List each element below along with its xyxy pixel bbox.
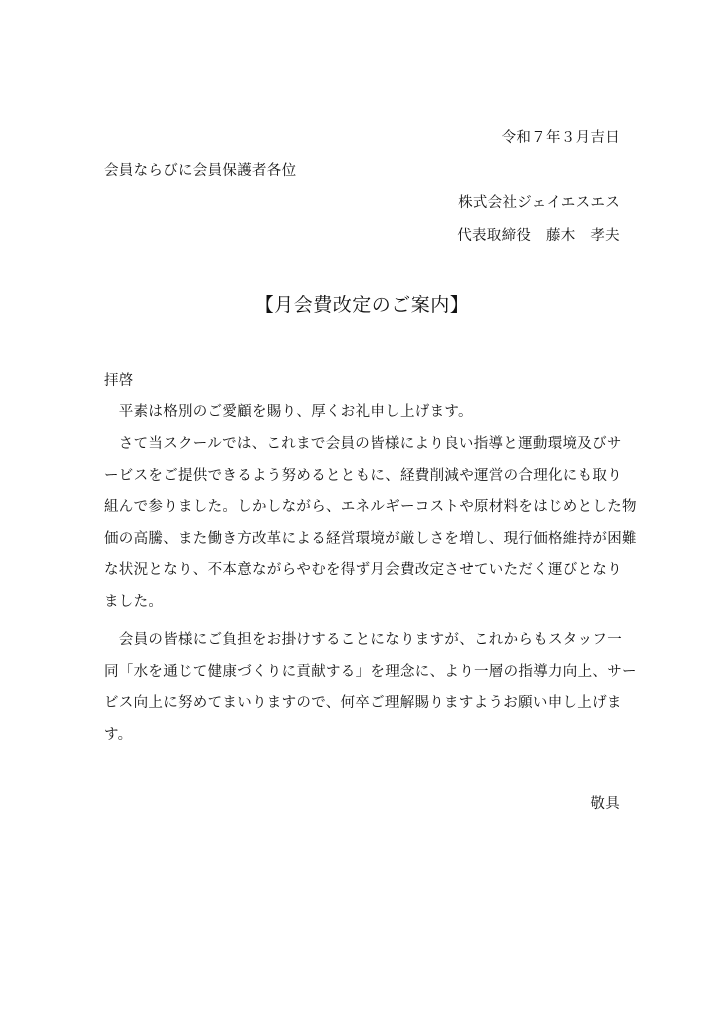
paragraph-line: ました。 — [104, 593, 164, 610]
paragraph-line: 同「水を通じて健康づくりに貢献する」を理念に、より一層の指導力向上、サー — [104, 663, 637, 680]
paragraph-line: 平素は格別のご愛顧を賜り、厚くお礼申し上げます。 — [104, 404, 473, 420]
paragraph-line: な状況となり、不本意ながらやむを得ず月会費改定させていただく運びとなり — [104, 562, 622, 578]
date-line: 令和７年３月吉日 — [501, 130, 620, 146]
paragraph-line: 組んで参りました。しかしながら、エネルギーコストや原材料をはじめとした物 — [104, 499, 637, 515]
document-title: 【月会費改定のご案内】 — [254, 294, 470, 316]
recipient-line: 会員ならびに会員保護者各位 — [104, 163, 297, 179]
paragraph-2 — [104, 429, 637, 618]
paragraph-line: さて当スクールでは、これまで会員の皆様により良い指導と運動環境及びサ — [104, 436, 622, 452]
paragraph-line: 価の高騰、また働き方改革による経営環境が厳しさを増し、現行価格維持が困難 — [104, 530, 637, 547]
closing-keigu: 敬具 — [590, 796, 620, 812]
paragraph-line: ービスをご提供できるよう努めるとともに、経費削減や運営の合理化にも取り — [104, 467, 622, 484]
paragraph-3 — [104, 625, 637, 751]
greeting-haikei: 拝啓 — [104, 373, 134, 389]
company-name: 株式会社ジェイエスエス — [458, 195, 620, 211]
paragraph-1 — [104, 397, 624, 429]
paragraph-line: ビス向上に努めてまいりますので、何卒ご理解賜りますようお願い申し上げま — [104, 695, 622, 711]
paragraph-line: す。 — [104, 726, 133, 743]
paragraph-line: 会員の皆様にご負担をお掛けすることになりますが、これからもスタッフ一 — [104, 632, 622, 648]
representative-name: 代表取締役 藤木 孝夫 — [457, 228, 620, 244]
